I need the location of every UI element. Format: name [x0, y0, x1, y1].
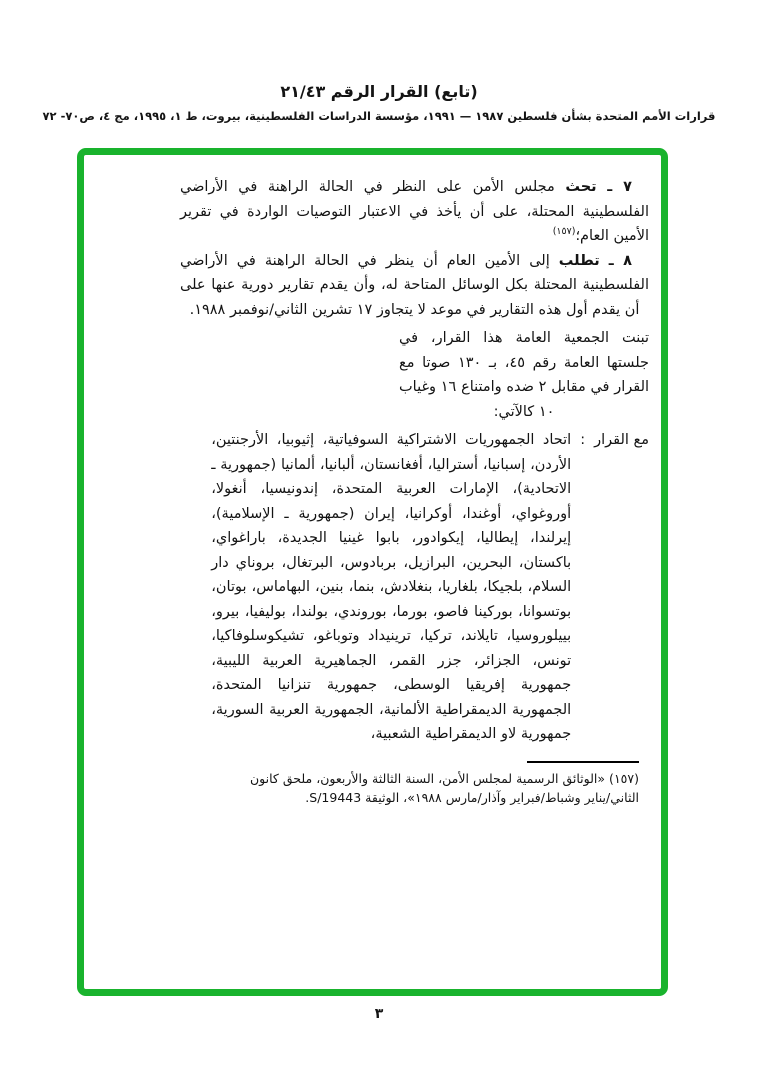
clause-text: إلى الأمين العام أن ينظر في الحالة الراهنة في الأراضي الفلسطينية المحتلة بكل الوسائل المتاحة له، وأن يقدم تقارير دورية عنها على أن يقدم أول هذه التقارير في موعد لا يتجاوز ١٧ تشرين الثاني/نوفمبر ١٩٨٨. — [180, 252, 649, 318]
footnote-marker: (١٥٧) — [609, 770, 639, 786]
footnote-separator — [527, 761, 639, 763]
footnote-reference: (١٥٧) — [552, 226, 576, 238]
paragraph-8 — [180, 249, 649, 323]
clause-number: ٧ ـ — [607, 179, 633, 195]
content-frame — [77, 148, 668, 996]
clause-lead-word: تحث — [565, 179, 597, 195]
clause-number: ٨ ـ — [608, 252, 633, 269]
vote-country-list: اتحاد الجمهوريات الاشتراكية السوفياتية، إثيوبيا، الأرجنتين، الأردن، إسبانيا، أستراليا، أفغانستان، ألبانيا، ألمانيا (جمهورية ـ الاتحادية)، الإمارات العربية المتحدة، إندونيسيا، أنغولا، أوروغواي، أوغندا، أوكرانيا، إيران (جمهورية ـ الإسلامية)، إيرلندا، إيطاليا، إيكوادور، بابوا غينيا الجديدة، باراغواي، باكستان، البحرين، البرازيل، بربادوس، البرتغال، بروناي دار السلام، بلجيكا، بلغاريا، بنغلادش، بنما، بنين، البهاماس، بوتان، بوتسوانا، بوركينا فاصو، بورما، بوروندي، بولندا، بوليفيا، بيرو، بييلوروسيا، تايلاند، تركيا، ترينيداد وتوباغو، تشيكوسلوفاكيا، تونس، الجزائر، جزر القمر، الجماهيرية العربية الليبية، جمهورية إفريقيا الوسطى، جمهورية تنزانيا المتحدة، الجمهورية الديمقراطية الألمانية، الجمهورية العربية السورية، جمهورية لاو الديمقراطية الشعبية، — [211, 432, 572, 742]
clause-lead-word: تطلب — [558, 252, 600, 269]
footnote-text: «الوثائق الرسمية لمجلس الأمن، السنة الثالثة والأربعون، ملحق كانون الثاني/يناير وشباط/فبراير وآذار/مارس ١٩٨٨»، الوثيقة S/19443. — [250, 770, 639, 805]
vote-colon: : — [580, 432, 586, 448]
document-body — [84, 155, 661, 989]
vote-record — [180, 428, 649, 747]
page-title: (تابع) القرار الرقم ٢١/٤٣ — [280, 82, 478, 101]
footnote — [250, 769, 639, 807]
source-citation-line: قرارات الأمم المتحدة بشأن فلسطين ١٩٨٧ — ١٩٩١، مؤسسة الدراسات الفلسطينية، بيروت، ط ١، ١٩٩٥، مج ٤، ص٧٠- ٧٢ — [42, 109, 716, 123]
page-number: ٣ — [374, 1006, 384, 1022]
vote-label: مع القرار — [594, 432, 649, 448]
clause-text: مجلس الأمن على النظر في الحالة الراهنة في الأراضي الفلسطينية المحتلة، على أن يأخذ في الاعتبار التوصيات الواردة في تقرير الأمين العام؛ — [180, 179, 649, 244]
adoption-note: تبنت الجمعية العامة هذا القرار، في جلستها العامة رقم ٤٥، بـ ١٣٠ صوتا مع القرار في مقابل ٢ ضده وامتناع ١٦ وغياب ١٠ كالآتي: — [399, 330, 650, 420]
paragraph-7 — [180, 175, 649, 249]
